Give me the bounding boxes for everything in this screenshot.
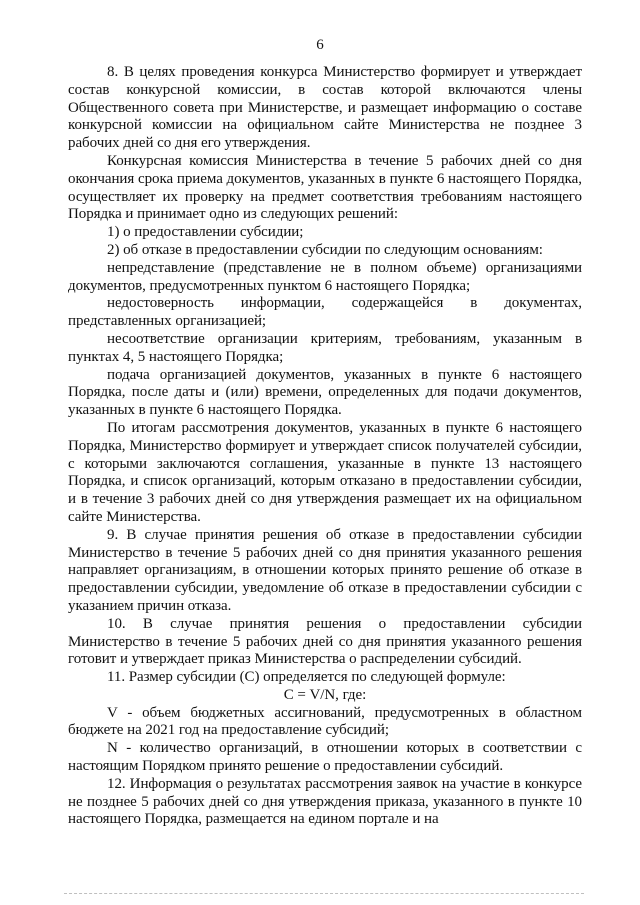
refusal-ground-4: подача организацией документов, указанных в пункте 6 настоящего Порядка, после даты и (или) времени, определенных для подачи документов, указанных в пункте 6 настоящего Порядка.: [68, 366, 582, 419]
refusal-ground-3: несоответствие организации критериям, требованиям, указанным в пунктах 4, 5 настоящего Порядка;: [68, 330, 582, 365]
document-body: [68, 64, 582, 829]
paragraph-10: 10. В случае принятия решения о предоставлении субсидии Министерство в течение 5 рабочих дней со дня принятия указанного решения готовит и утверждает приказ Министерства о распределении субсидий.: [68, 615, 582, 668]
paragraph-results: По итогам рассмотрения документов, указанных в пункте 6 настоящего Порядка, Министерство формирует и утверждает список получателей субсидии, с которыми заключаются соглашения, указанные в пункте 13 настоящего Порядка, и список организаций, которым отказано в предоставлении субсидии, и в течение 3 рабочих дней со дня утверждения размещает их на официальном сайте Министерства.: [68, 419, 582, 525]
decision-option-1: 1) о предоставлении субсидии;: [107, 224, 304, 241]
paragraph-11: 11. Размер субсидии (С) определяется по следующей формуле:: [107, 669, 506, 686]
paragraph-12: 12. Информация о результатах рассмотрения заявок на участие в конкурсе не позднее 5 рабочих дней со дня утверждения приказа, указанного в пункте 10 настоящего Порядка, размещается на едином портале и на: [68, 775, 582, 828]
paragraph-9: 9. В случае принятия решения об отказе в предоставлении субсидии Министерство в течение 5 рабочих дней со дня принятия указанного решения направляет организациям, в отношении которых принято решение об отказе в предоставлении субсидии, уведомление об отказе в предоставлении субсидии с указанием причин отказа.: [68, 526, 582, 614]
formula-definition-v: V - объем бюджетных ассигнований, предусмотренных в областном бюджете на 2021 год на предоставление субсидий;: [68, 704, 582, 739]
page-bottom-divider: [64, 893, 584, 894]
decision-option-2: 2) об отказе в предоставлении субсидии по следующим основаниям:: [107, 241, 543, 258]
paragraph-8: 8. В целях проведения конкурса Министерство формирует и утверждает состав конкурсной комиссии, в состав которой включаются члены Общественного совета при Министерстве, и размещает информацию о составе конкурсной комиссии на официальном сайте Министерства не позднее 3 рабочих дней со дня его утверждения.: [68, 64, 582, 152]
paragraph-commission: Конкурсная комиссия Министерства в течение 5 рабочих дней со дня окончания срока приема документов, указанных в пункте 6 настоящего Порядка, осуществляет их проверку на предмет соответствия требованиям настоящего Порядка и принимает одно из следующих решений:: [68, 152, 582, 223]
refusal-ground-2: недостоверность информации, содержащейся в документах, представленных организацией;: [68, 295, 582, 330]
refusal-ground-1: непредставление (представление не в полном объеме) организациями документов, предусмотренных пунктом 6 настоящего Порядка;: [68, 259, 582, 294]
formula-definition-n: N - количество организаций, в отношении которых в соответствии с настоящим Порядком принято решение о предоставлении субсидий.: [68, 740, 582, 775]
page-number: 6: [316, 37, 324, 53]
subsidy-formula: С = V/N, где:: [283, 686, 367, 703]
